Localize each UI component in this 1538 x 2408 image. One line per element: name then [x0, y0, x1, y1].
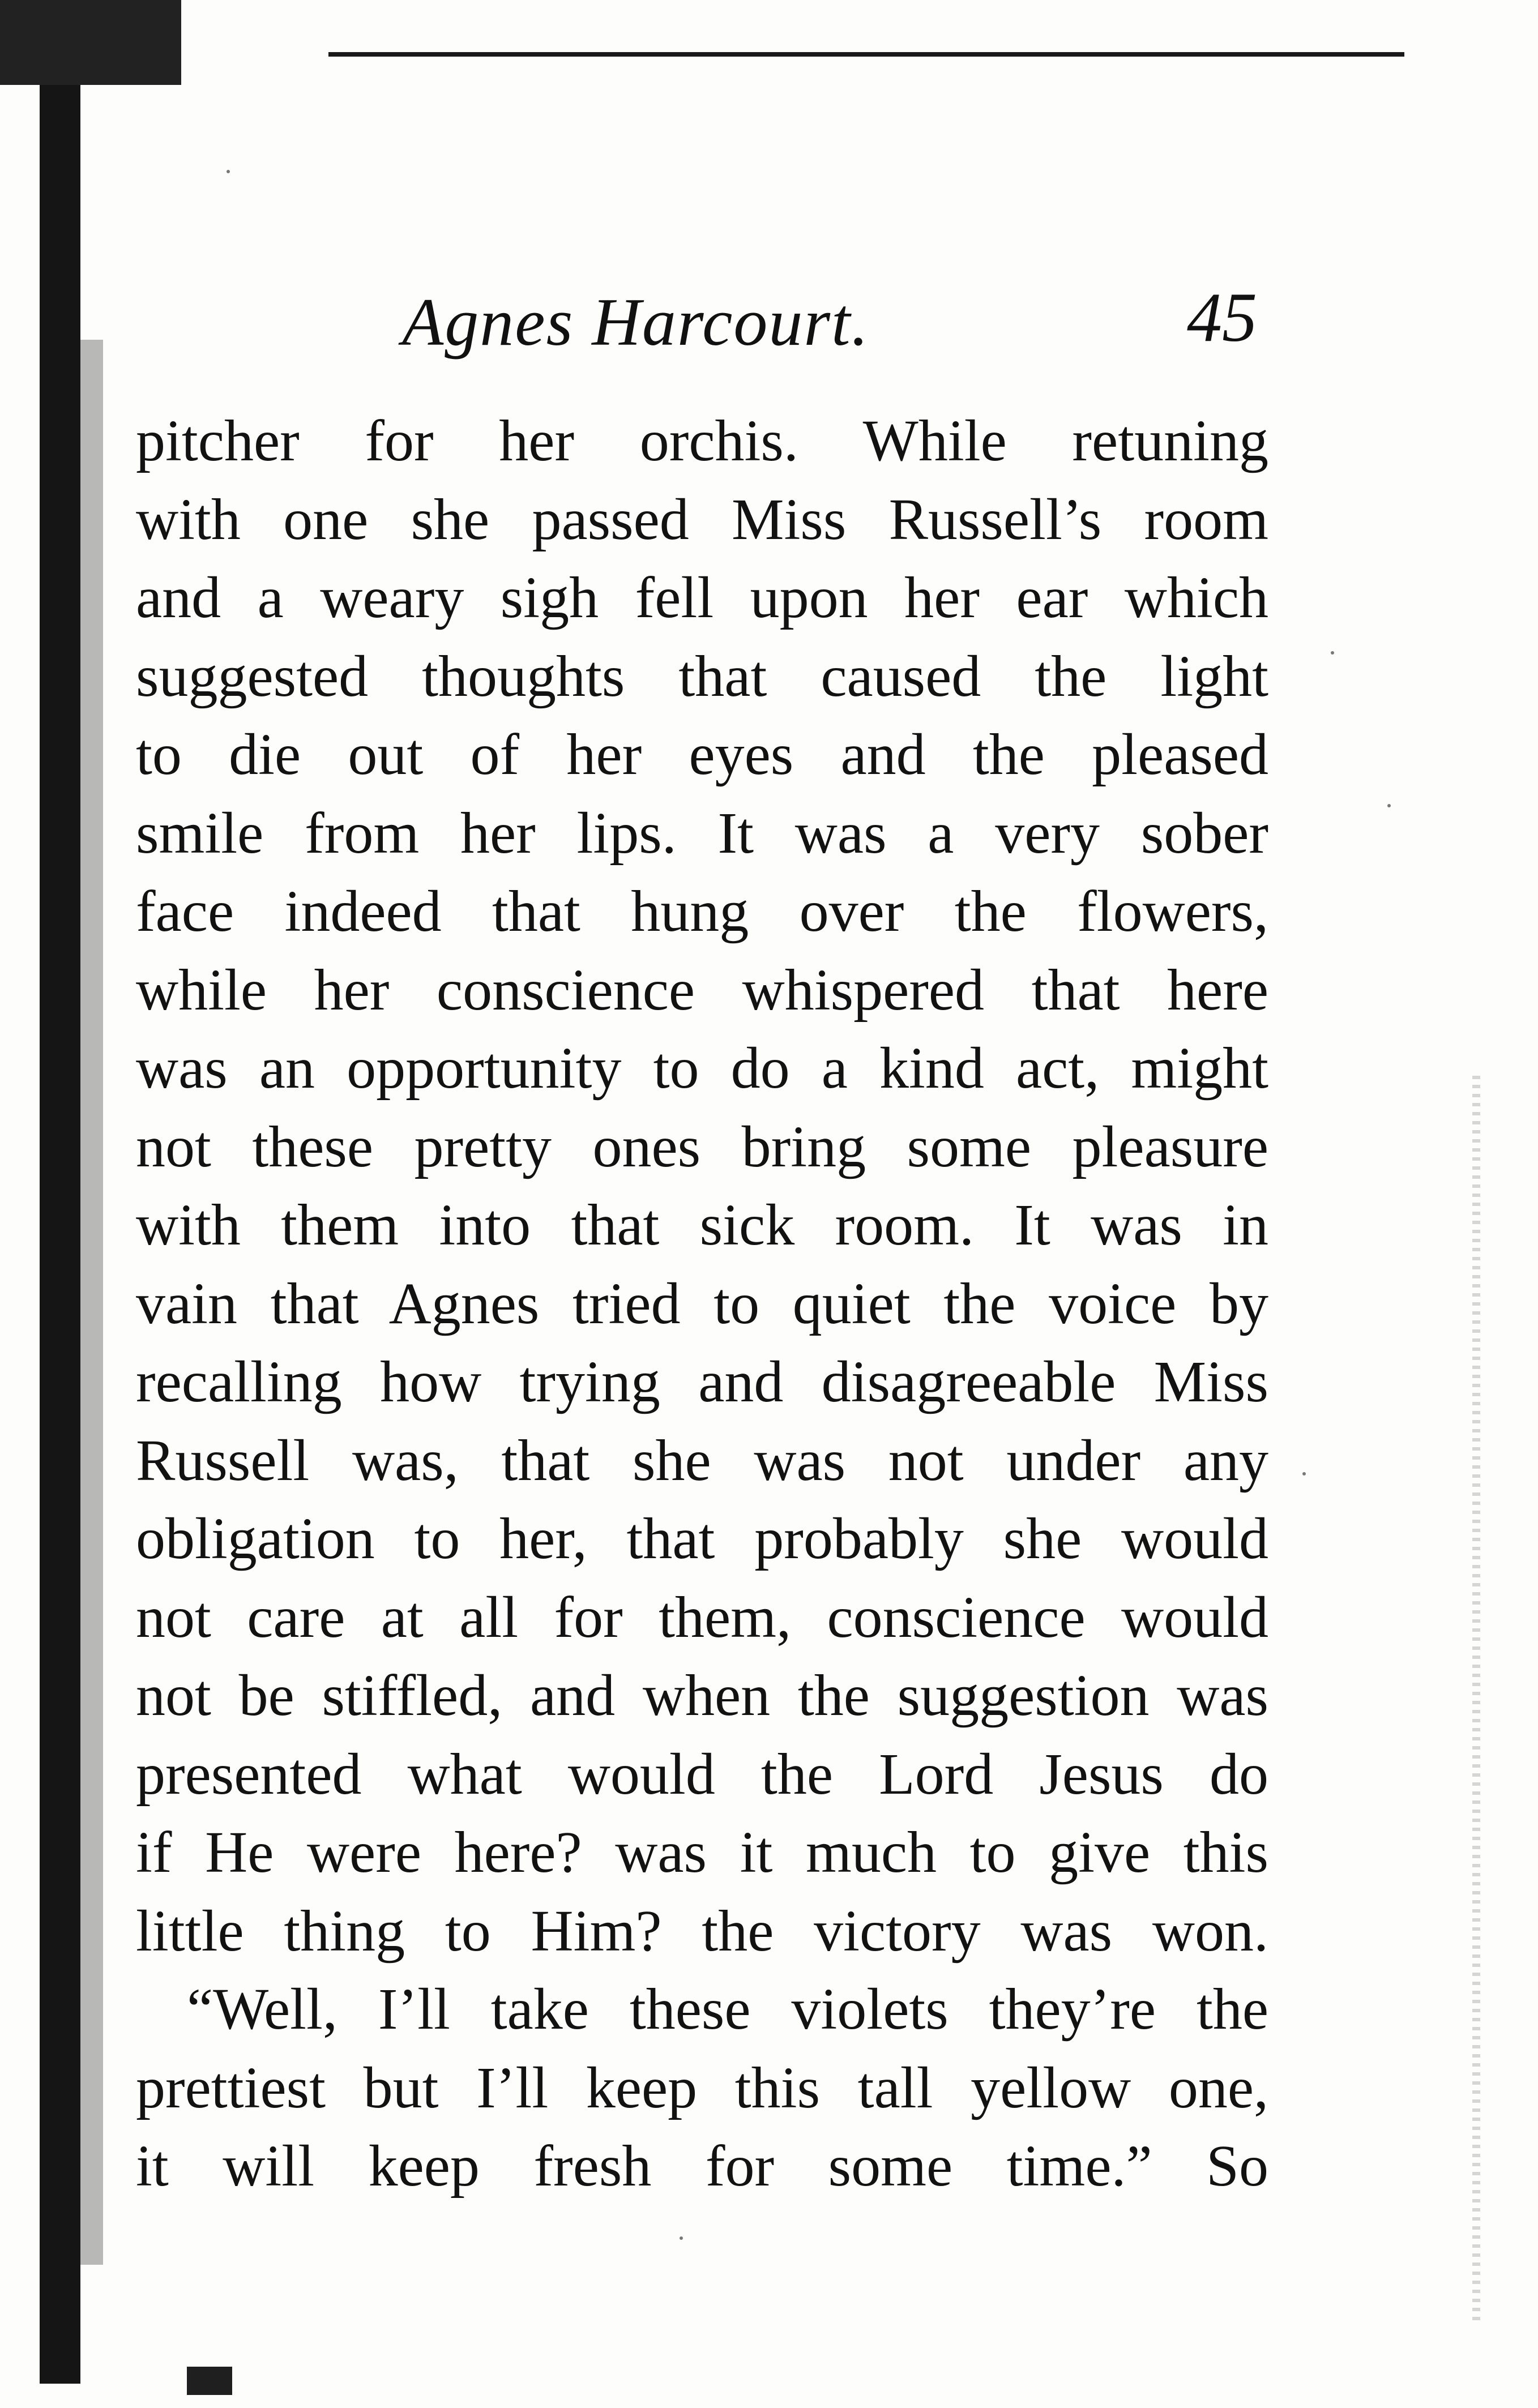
scan-gutter-shade — [80, 340, 103, 2265]
text-line: obligation to her, that probably she would — [136, 1506, 1268, 1571]
scan-speck — [1331, 651, 1334, 655]
text-line: not care at all for them, conscience would — [136, 1584, 1268, 1650]
text-line: smile from her lips. It was a very sober — [136, 800, 1268, 866]
scan-speck — [680, 2236, 683, 2240]
text-line: little thing to Him? the victory was won. — [136, 1898, 1268, 1964]
text-line: to die out of her eyes and the pleased — [136, 722, 1268, 787]
running-title: Agnes Harcourt. — [402, 284, 870, 360]
text-line: was an opportunity to do a kind act, might — [136, 1036, 1268, 1101]
text-line: while her conscience whispered that here — [136, 957, 1268, 1023]
text-line: pitcher for her orchis. While retuning — [136, 408, 1268, 473]
top-rule — [328, 52, 1404, 57]
text-line: presented what would the Lord Jesus do — [136, 1741, 1268, 1807]
text-line: face indeed that hung over the flowers, — [136, 879, 1268, 944]
running-header — [317, 272, 1257, 374]
text-line: prettiest but I’ll keep this tall yellow one, — [136, 2055, 1268, 2120]
text-line: with one she passed Miss Russell’s room — [136, 486, 1268, 552]
body-text — [136, 402, 1268, 2206]
text-line: and a weary sigh fell upon her ear which — [136, 565, 1268, 630]
text-line: vain that Agnes tried to quiet the voice by — [136, 1271, 1268, 1336]
text-line: suggested thoughts that caused the light — [136, 643, 1268, 709]
scan-speck — [227, 170, 230, 173]
text-line: it will keep fresh for some time.” So — [136, 2133, 1268, 2199]
text-line: not be stiffled, and when the suggestion was — [136, 1663, 1268, 1728]
page-number: 45 — [1187, 279, 1257, 356]
text-line: with them into that sick room. It was in — [136, 1192, 1268, 1258]
text-line: recalling how trying and disagreeable Miss — [136, 1349, 1268, 1414]
scan-gutter-bottom — [187, 2367, 232, 2395]
text-line: if He were here? was it much to give this — [136, 1820, 1268, 1885]
scan-speck — [1387, 804, 1391, 807]
text-line: Russell was, that she was not under any — [136, 1427, 1268, 1493]
scan-gutter-top — [0, 0, 181, 85]
scan-speck — [1302, 1472, 1306, 1475]
page-edge-marks — [1472, 1076, 1480, 2321]
text-line: “Well, I’ll take these violets they’re the — [187, 1977, 1268, 2042]
scan-gutter-bar — [40, 85, 80, 2384]
text-line: not these pretty ones bring some pleasure — [136, 1114, 1268, 1179]
